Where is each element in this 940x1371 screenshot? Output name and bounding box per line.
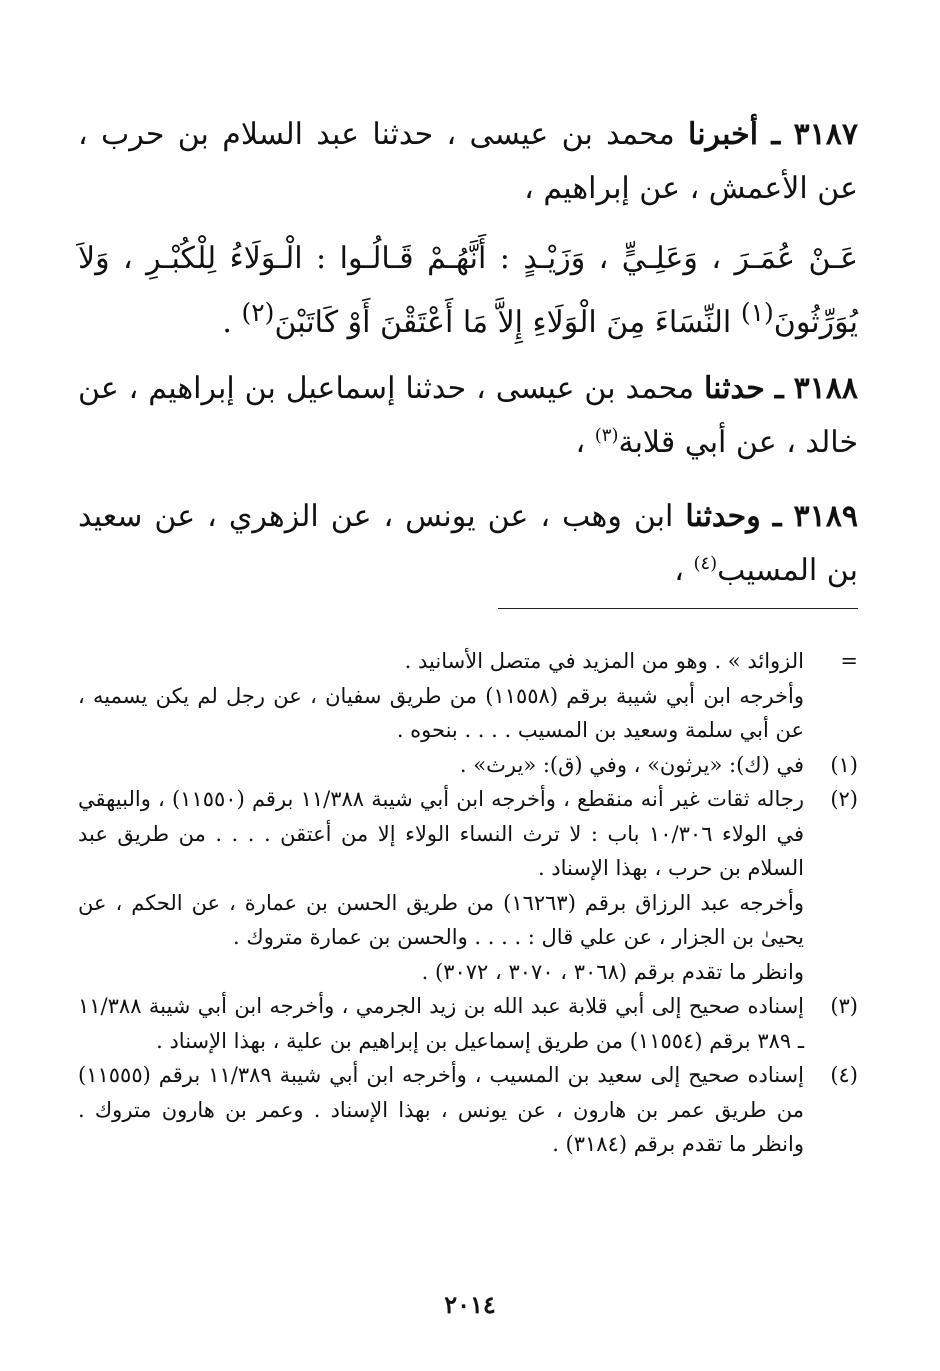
footnote-text: إسناده صحيح إلى سعيد بن المسيب ، وأخرجه ابن أبي شيبة ١١/٣٨٩ برقم (١١٥٥٥) من طريق عمر بن هارون ، عن يونس ، بهذا الإسناد . وعمر بن هارون متروك . وانظر ما تقدم برقم (٣١٨٤) .: [78, 1063, 804, 1156]
footnote-2: [78, 782, 858, 989]
hadith-number: ٣١٨٩: [793, 499, 858, 534]
matn-part-2: النِّسَاءَ مِنَ الْوَلَاءِ إِلاَّ مَا أَعْتَقْنَ أَوْ كَاتَبْنَ: [274, 305, 741, 340]
hadith-dash: ـ: [774, 371, 784, 406]
continuation-marker: =: [840, 649, 858, 673]
page-number: ٢٠١٤: [444, 1290, 496, 1319]
footnote-separator: [498, 608, 858, 609]
footnote-text: رجاله ثقات غير أنه منقطع ، وأخرجه ابن أبي شيبة ١١/٣٨٨ برقم (١١٥٥٠) ، والبيهقي في الولاء ١٠/٣٠٦ باب : لا ترث النساء الولاء إلا من أعتقن . . . . من طريق عبد السلام بن حرب ، بهذا الإسناد .: [78, 787, 805, 880]
hadith-tail: ،: [575, 425, 595, 460]
footnote-ref-4: (٤): [693, 553, 718, 574]
footnote-text: إسناده صحيح إلى أبي قلابة عبد الله بن زيد الجرمي ، وأخرجه ابن أبي شيبة ١١/٣٨٨ ـ ٣٨٩ برقم (١١٥٥٤) من طريق إسماعيل بن إبراهيم بن علية ، بهذا الإسناد .: [78, 994, 804, 1053]
footnote-marker: (١): [830, 752, 858, 777]
hadith-number: ٣١٨٨: [793, 371, 859, 406]
footnote-continuation: [78, 644, 858, 748]
hadith-text: ابن وهب ، عن يونس ، عن الزهري ، عن سعيد بن المسيب: [78, 499, 858, 588]
footnote-ref-2: (٢): [241, 298, 275, 327]
footnote-line: الزوائد » . وهو من المزيد في متصل الأسانيد .: [404, 649, 804, 673]
matn-part-1: عَـنْ عُمَـرَ ، وَعَلِـيٍّ ، وَزَيْـدٍ : أَنَّهُـمْ قَـالُـوا : الْـوَلَاءُ لِلْكُبْـرِ ، وَلاَ يُوَرِّثُونَ: [78, 241, 858, 340]
footnote-marker: (٣): [830, 994, 858, 1018]
footnote-marker: (٤): [830, 1063, 858, 1087]
hadith-lead: وحدثنا: [685, 499, 761, 534]
footnote-line: وأخرجه ابن أبي شيبة برقم (١١٥٥٨) من طريق سفيان ، عن رجل لم يكن يسميه ، عن أبي سلمة وسعيد بن المسيب . . . . بنحوه .: [78, 683, 804, 742]
footnotes: [78, 644, 858, 1162]
hadith-3187-matn: [78, 232, 858, 350]
footnote-ref-1: (١): [740, 298, 774, 327]
footnote-text: وانظر ما تقدم برقم (٣٠٦٨ ، ٣٠٧٠ ، ٣٠٧٢) .: [421, 959, 804, 984]
hadith-3188: [78, 362, 858, 470]
hadith-lead: أخبرنا: [688, 117, 759, 152]
footnote-text: وأخرجه عبد الرزاق برقم (١٦٢٦٣) من طريق الحسن بن عمارة ، عن الحكم ، عن يحيىٰ بن الجزار ، عن علي قال : . . . . والحسن بن عمارة متروك .: [78, 890, 805, 949]
footnote-text: في (ك): «يرثون» ، وفي (ق): «يرث» .: [459, 752, 804, 777]
footnote-3: [78, 989, 858, 1058]
hadith-text: محمد بن عيسى ، حدثنا عبد السلام بن حرب ، عن الأعمش ، عن إبراهيم ،: [78, 117, 858, 206]
hadith-dash: ـ: [771, 117, 781, 152]
hadith-lead: حدثنا: [704, 371, 765, 406]
hadith-number: ٣١٨٧: [793, 117, 858, 152]
hadith-tail: ،: [674, 553, 694, 588]
footnote-1: [78, 748, 858, 783]
matn-part-3: .: [222, 305, 242, 340]
hadith-3189: [78, 490, 858, 598]
footnote-4: [78, 1058, 858, 1162]
hadith-3187: [78, 108, 858, 216]
footnote-marker: (٢): [830, 787, 858, 811]
hadith-dash: ـ: [772, 499, 782, 534]
footnote-ref-3: (٣): [594, 425, 619, 446]
hadith-text: محمد بن عيسى ، حدثنا إسماعيل بن إبراهيم ، عن خالد ، عن أبي قلابة: [78, 371, 858, 460]
